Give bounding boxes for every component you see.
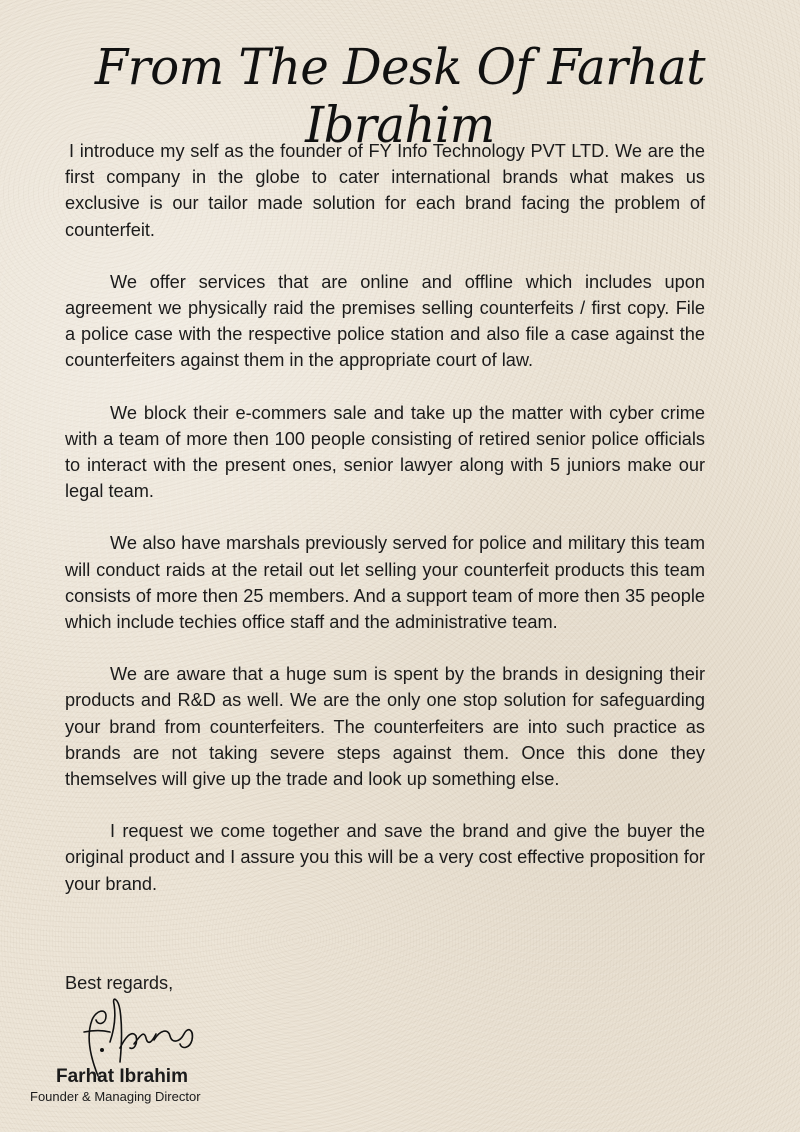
paragraph-request: I request we come together and save the brand and give the buyer the original product and I assure you this will be a very cost effective proposition for your brand. <box>65 821 705 894</box>
paragraph-marshals: We also have marshals previously served for police and military this team will conduct raids at the retail out let selling your counterfeit products this team consists of more then 25 members. And a support team of more then 35 people which include techies office staff and the administrative team. <box>65 533 705 633</box>
paragraph-introduction: I introduce my self as the founder of FY Info Technology PVT LTD. We are the first company in the globe to cater international brands what makes us exclusive is our tailor made solution for each brand facing the problem of counterfeit. <box>65 141 705 240</box>
letter-body <box>65 138 705 923</box>
paragraph-cyber-crime: We block their e-commers sale and take up the matter with cyber crime with a team of more then 100 people consisting of retired senior police officials to interact with the present ones, senior lawyer along with 5 juniors make our legal team. <box>65 402 705 502</box>
paragraph-services: We offer services that are online and offline which includes upon agreement we physically raid the premises selling counterfeits / first copy. File a police case with the respective police station and also file a case against the counterfeiters against them in the appropriate court of law. <box>65 271 705 371</box>
signatory-name: Farhat Ibrahim <box>56 1066 188 1087</box>
closing-salutation: Best regards, <box>65 973 174 993</box>
paragraph-one-stop-solution: We are aware that a huge sum is spent by the brands in designing their products and R&D as well. We are the only one stop solution for safeguarding your brand from counterfeiters. The counterfeiters are into such practice as brands are not taking severe steps against them. Once this done they themselves will give up the trade and look up something else. <box>65 664 705 790</box>
signatory-title: Founder & Managing Director <box>30 1089 201 1104</box>
letter-title: From The Desk Of Farhat Ibrahim <box>94 38 706 154</box>
